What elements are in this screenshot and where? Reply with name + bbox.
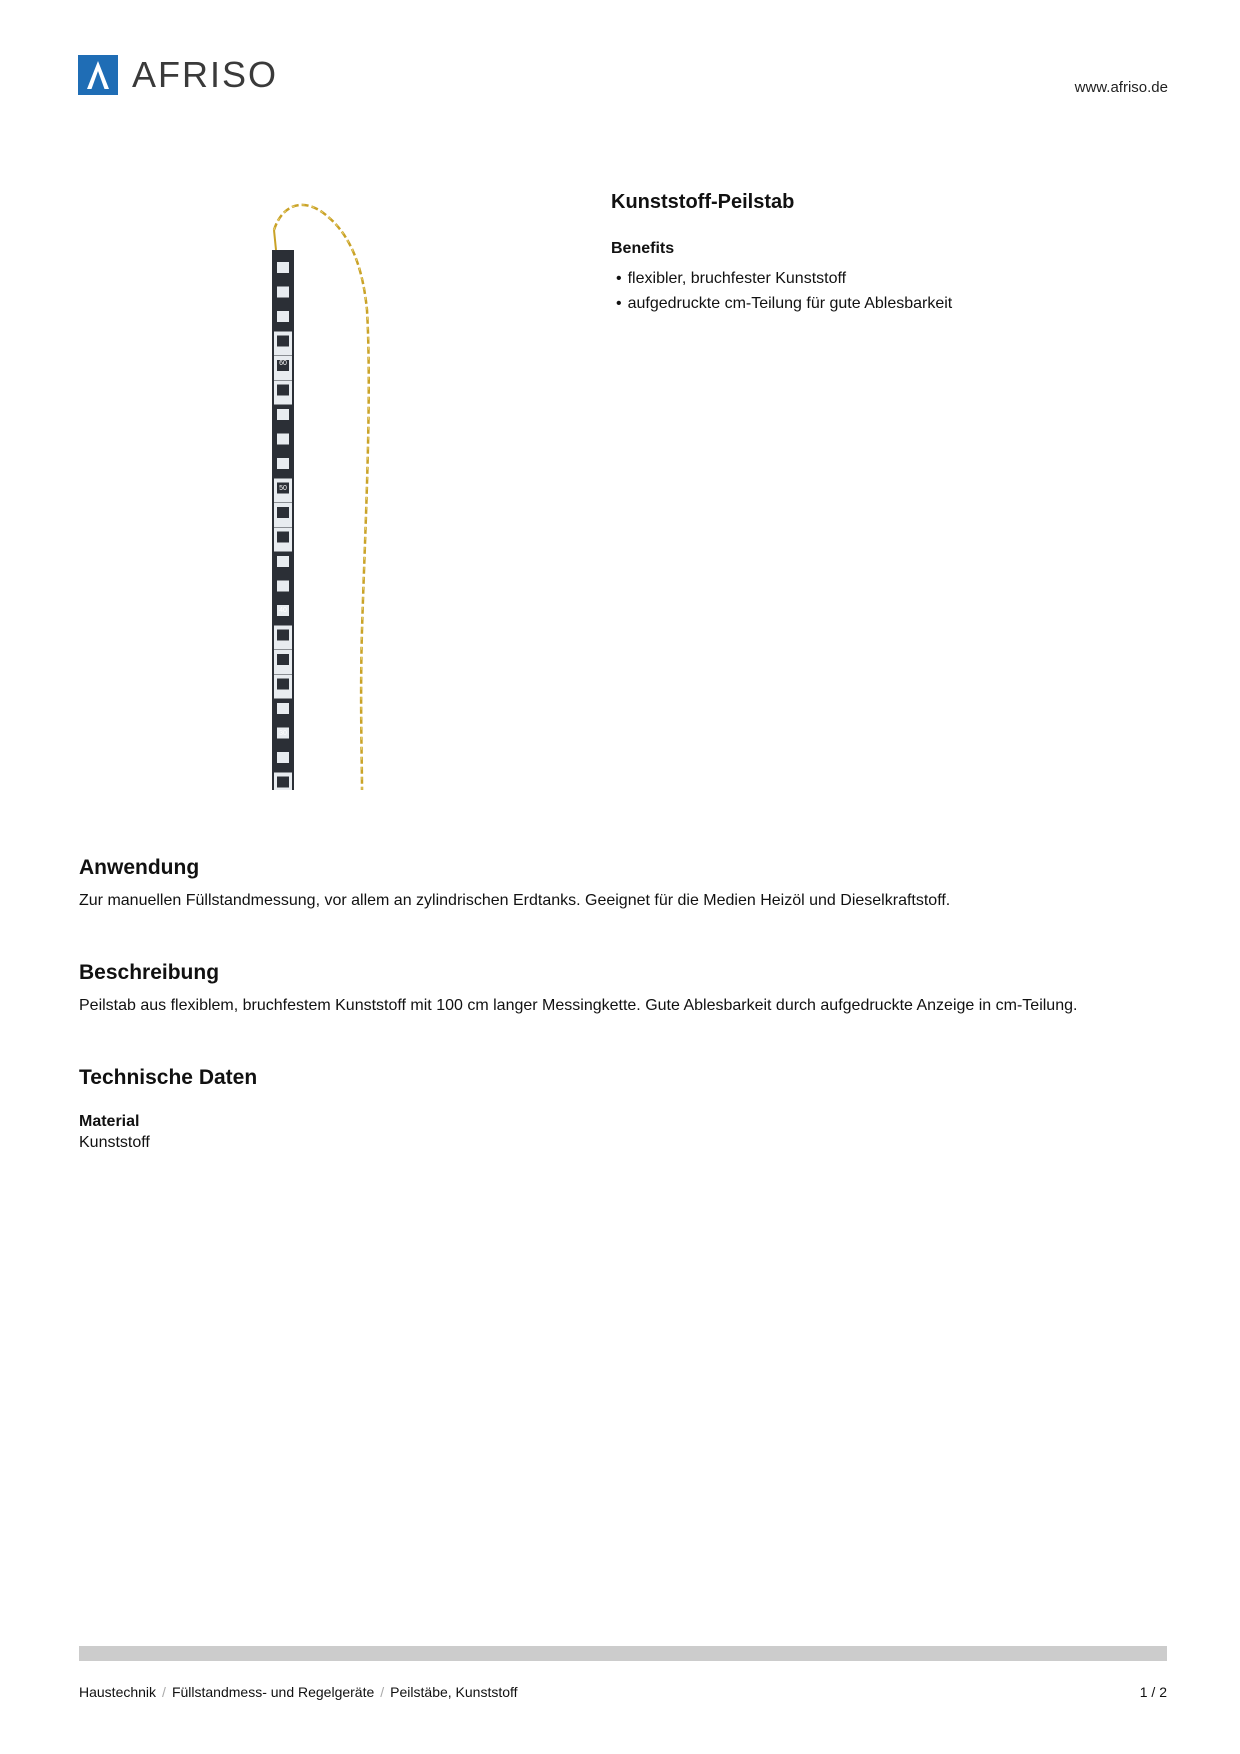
brand-name: AFRISO xyxy=(132,54,279,95)
scale-label: 60 xyxy=(279,360,287,367)
product-image xyxy=(262,200,412,790)
website-link[interactable]: www.afriso.de xyxy=(1074,79,1168,96)
page-number: 1 / 2 xyxy=(1139,1684,1167,1700)
footer-bar xyxy=(79,1646,1167,1661)
field-label-material: Material xyxy=(79,1113,140,1130)
scale-label: 40 xyxy=(279,607,287,614)
benefit-item: • flexibler, bruchfester Kunststoff xyxy=(616,266,1171,291)
product-title: Kunststoff-Peilstab xyxy=(611,191,795,213)
section-anwendung xyxy=(79,854,1169,911)
breadcrumb-item[interactable]: Peilstäbe, Kunststoff xyxy=(390,1684,518,1700)
section-heading: Anwendung xyxy=(79,856,200,879)
section-beschreibung xyxy=(79,959,1169,1016)
breadcrumb-item[interactable]: Haustechnik xyxy=(79,1684,157,1700)
brand-logo xyxy=(78,55,278,95)
scale-label: 30 xyxy=(279,730,287,737)
product-info xyxy=(611,190,1171,316)
section-heading: Technische Daten xyxy=(79,1066,258,1089)
section-text: Zur manuellen Füllstandmessung, vor allem an zylindrischen Erdtanks. Geeignet für die Medien Heizöl und Dieselkraftstoff. xyxy=(79,892,951,909)
breadcrumb-separator: / xyxy=(162,1684,166,1700)
section-technische-daten xyxy=(79,1064,1169,1153)
benefits-heading: Benefits xyxy=(611,240,675,257)
field-value-material: Kunststoff xyxy=(79,1134,150,1151)
breadcrumb-item[interactable]: Füllstandmess- und Regelgeräte xyxy=(171,1684,375,1700)
benefit-item: • aufgedruckte cm-Teilung für gute Ablesbarkeit xyxy=(616,291,1171,316)
section-heading: Beschreibung xyxy=(79,961,220,984)
section-text: Peilstab aus flexiblem, bruchfestem Kunststoff mit 100 cm langer Messingkette. Gute Ablesbarkeit durch aufgedruckte Anzeige in cm-Teilung. xyxy=(79,997,1078,1014)
afriso-logo-icon xyxy=(78,55,118,95)
dipstick-rod xyxy=(272,230,294,790)
benefits-list xyxy=(611,266,1171,316)
content-sections xyxy=(79,854,1169,1153)
scale-label: 50 xyxy=(279,485,287,492)
breadcrumb xyxy=(79,1684,518,1700)
breadcrumb-separator: / xyxy=(380,1684,385,1700)
